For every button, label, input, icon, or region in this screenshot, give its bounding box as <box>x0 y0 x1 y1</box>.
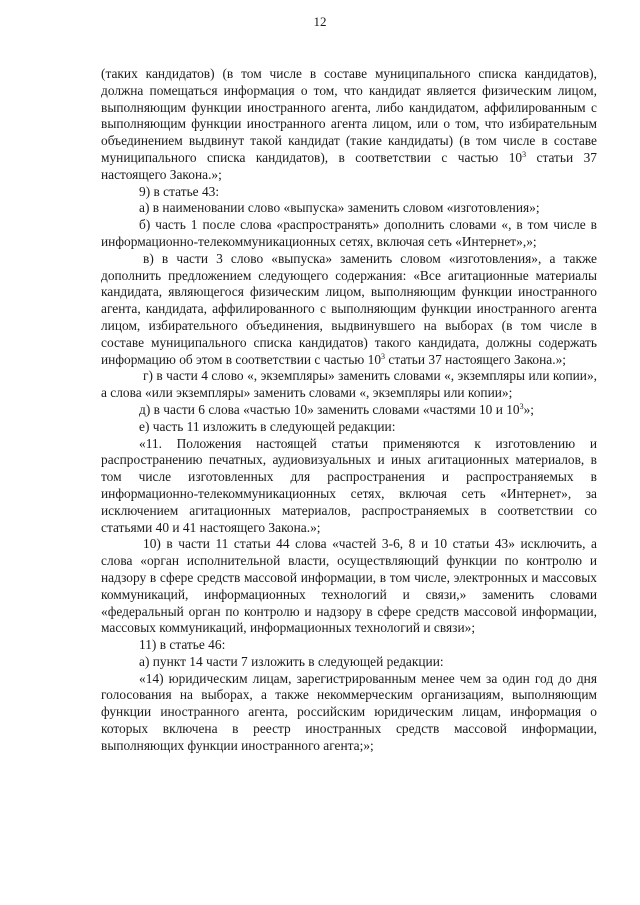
page-number: 12 <box>313 14 327 29</box>
paragraph: в) в части 3 слово «выпуска» заменить словом «изготовления», а также дополнить предложением следующего содержания: «Все агитационные материалы кандидата, являющегося физическим лицом, выполняющим функции иностранного агента, кандидата, аффилированного с выполняющим функции иностранного агента лицом, избирательного объединения, выдвинувшего на выборах (в том числе в составе муниципального списка кандидатов) такого кандидата, должны содержать информацию об этом в соответствии с частью $10^3$ статьи 37 настоящего Закона.»; <box>101 250 597 367</box>
paragraph: 11) в статье 46: <box>139 637 226 653</box>
paragraph: г) в части 4 слово «, экземпляры» заменить словами «, экземпляры или копии», а слова «или экземпляры» заменить словами «, экземпляры или копии»; <box>101 368 597 401</box>
document-body <box>101 66 597 755</box>
paragraph: а) пункт 14 части 7 изложить в следующей редакции: <box>139 653 444 669</box>
paragraph: 9) в статье 43: <box>139 183 220 199</box>
paragraph: а) в наименовании слово «выпуска» заменить словом «изготовления»; <box>139 200 540 216</box>
paragraph: е) часть 11 изложить в следующей редакции: <box>139 418 396 434</box>
paragraph: «11. Положения настоящей статьи применяются к изготовлению и распространению печатных, аудиовизуальных и иных агитационных материалов, в том числе изготовленных для распространения и распространяемых в информационно-телекоммуникационных сетях, включая сеть «Интернет», за исключением агитационных материалов, распространяемых в соответствии со статьями 40 и 41 настоящего Закона.»; <box>101 435 597 535</box>
paragraph: «14) юридическим лицам, зарегистрированным менее чем за один год до дня голосования на выборах, а также некоммерческим организациям, выполняющим функции иностранного агента, российским юридическим лицам, информация о которых включена в реестр иностранных средств массовой информации, выполняющих функции иностранного агента;»; <box>101 670 597 753</box>
paragraph: б) часть 1 после слова «распространять» дополнить словами «, в том числе в информационно-телекоммуникационных сетях, включая сеть «Интернет»,»; <box>101 217 597 249</box>
paragraph: д) в части 6 слова «частью 10» заменить словами «частями 10 и $10^3$»; <box>139 401 535 417</box>
paragraph: (таких кандидатов) (в том числе в составе муниципального списка кандидатов), должна помещаться информация о том, что кандидат является физическим лицом, выполняющим функции иностранного агента, либо кандидатом, аффилированным с выполняющим функции иностранного агента лицом, или о том, что избирательным объединением выдвинут такой кандидат (такие кандидаты) (в том числе в составе муниципального списка кандидатов), в соответствии с частью $10^3$ статьи 37 настоящего Закона.»; <box>101 66 597 182</box>
paragraph: 10) в части 11 статьи 44 слова «частей 3-6, 8 и 10 статьи 43» исключить, а слова «орган исполнительной власти, осуществляющий функции по контролю и надзору в сфере средств массовой информации, в том числе, электронных и массовых коммуникаций, информационных технологий и связи,» заменить словами «федеральный орган по контролю и надзору в сфере средств массовой информации, массовых коммуникаций, информационных технологий и связи»; <box>101 536 597 636</box>
